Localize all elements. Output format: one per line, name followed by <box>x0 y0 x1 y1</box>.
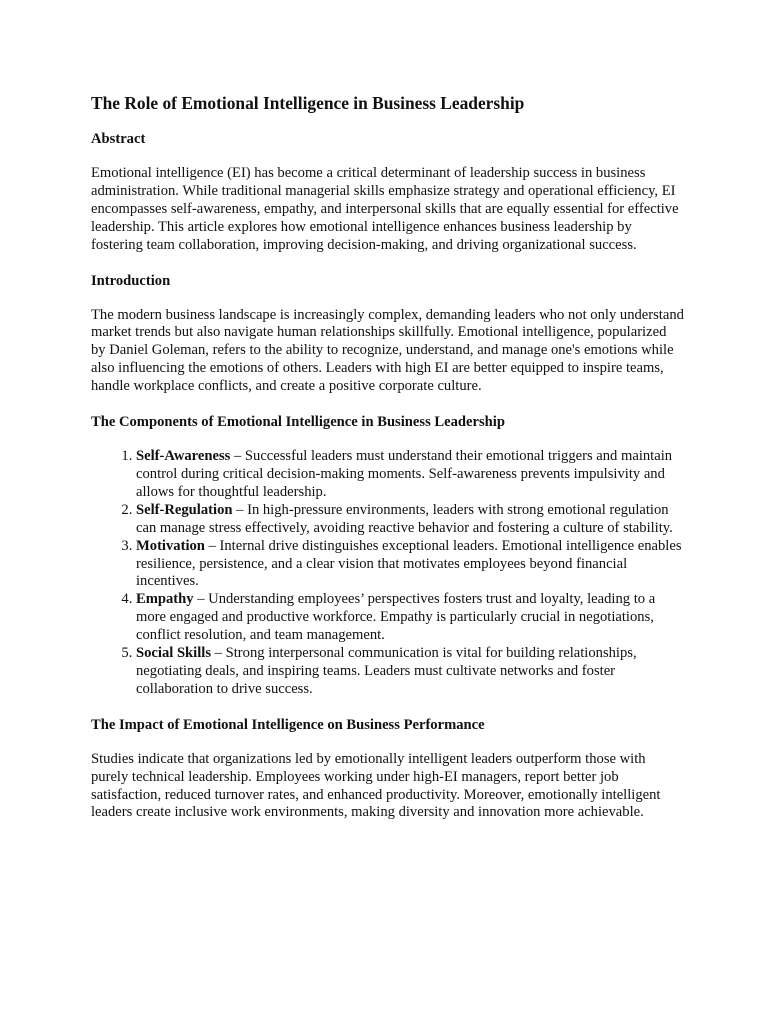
components-list <box>91 448 684 699</box>
list-item <box>136 538 684 592</box>
impact-heading: The Impact of Emotional Intelligence on Business Performance <box>91 716 485 733</box>
introduction-heading: Introduction <box>91 272 171 289</box>
list-item-text: – Internal drive distinguishes exceptional leaders. Emotional intelligence enables resilience, persistence, and a clear vision that motivates employees beyond financial incentives. <box>136 537 682 590</box>
list-item-term: Self-Awareness <box>136 448 231 465</box>
list-item-term: Empathy <box>136 591 194 608</box>
components-heading: The Components of Emotional Intelligence in Business Leadership <box>91 414 505 431</box>
document-title: The Role of Emotional Intelligence in Business Leadership <box>91 93 525 113</box>
impact-paragraph: Studies indicate that organizations led by emotionally intelligent leaders outperform those with purely technical leadership. Employees working under high-EI managers, report better job satisfaction, reduced turnover rates, and enhanced productivity. Moreover, emotionally intelligent leaders create inclusive work environments, making diversity and innovation more achievable. <box>91 750 661 821</box>
list-item-text: – Successful leaders must understand their emotional triggers and maintain control during critical decision-making moments. Self-awareness prevents impulsivity and allows for thoughtful leadership. <box>136 448 673 500</box>
list-item-term: Social Skills <box>136 645 212 662</box>
list-item-text: – Strong interpersonal communication is vital for building relationships, negotiating deals, and inspiring teams. Leaders must cultivate networks and foster collaboration to drive success. <box>136 645 637 697</box>
list-item-term: Motivation <box>136 537 205 554</box>
list-item-term: Self-Regulation <box>136 501 233 518</box>
introduction-paragraph: The modern business landscape is increasingly complex, demanding leaders who not only understand market trends but also navigate human relationships skillfully. Emotional intelligence, popularized by Daniel Goleman, refers to the ability to recognize, understand, and manage one's emotions while also influencing the emotions of others. Leaders with high EI are better equipped to inspire teams, handle workplace conflicts, and create a positive corporate culture. <box>91 306 684 395</box>
list-item-text: – In high-pressure environments, leaders with strong emotional regulation can manage stress effectively, avoiding reactive behavior and fostering a culture of stability. <box>136 501 673 536</box>
abstract-heading: Abstract <box>91 131 146 147</box>
abstract-paragraph: Emotional intelligence (EI) has become a critical determinant of leadership success in business administration. While traditional managerial skills emphasize strategy and operational efficiency, EI encompasses self-awareness, empathy, and interpersonal skills that are equally essential for effective leadership. This article explores how emotional intelligence enhances business leadership by fostering team collaboration, improving decision-making, and driving organizational success. <box>91 165 679 253</box>
list-item <box>136 645 684 699</box>
list-item <box>136 591 684 645</box>
list-item-text: – Understanding employees’ perspectives fosters trust and loyalty, leading to a more engaged and productive workforce. Empathy is particularly crucial in negotiations, conflict resolution, and team management. <box>136 591 656 644</box>
list-item <box>136 502 684 538</box>
list-item <box>136 448 684 502</box>
